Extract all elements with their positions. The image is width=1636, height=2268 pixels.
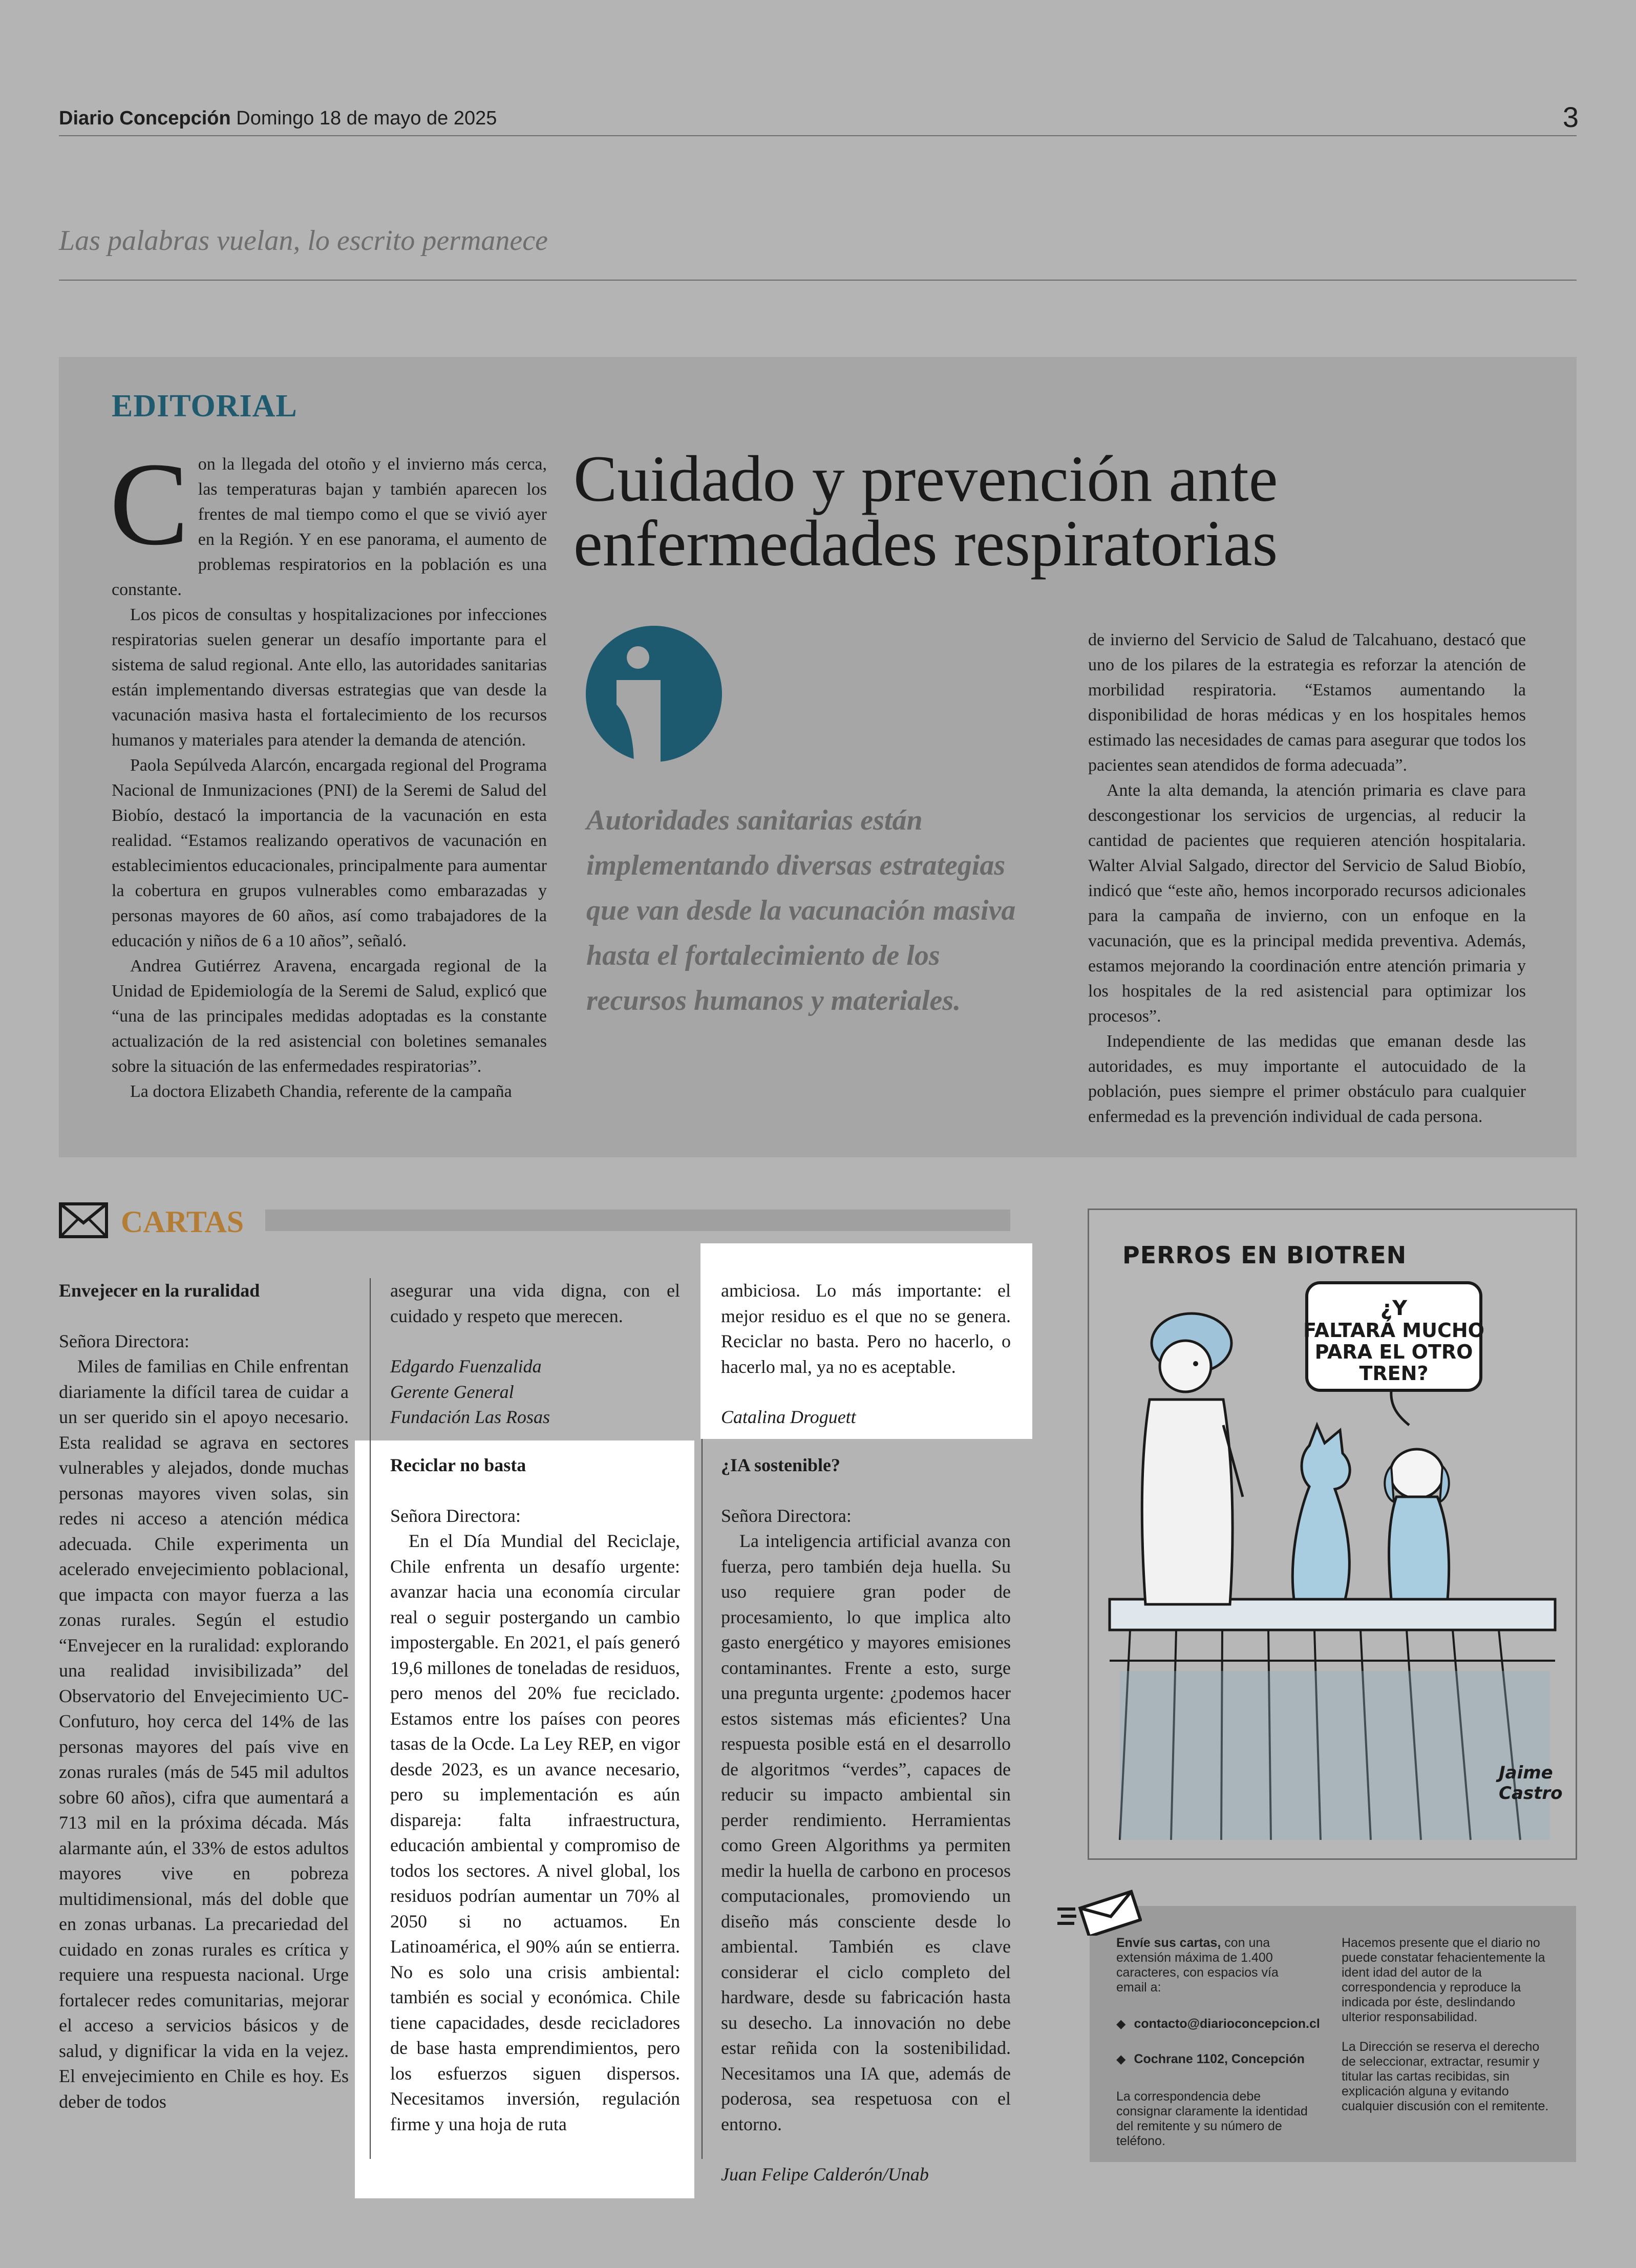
- cartoon-illustration: [1089, 1210, 1576, 1858]
- page-number: 3: [1562, 101, 1579, 133]
- info-right-column: [1342, 1936, 1552, 2114]
- letter-body: ambiciosa. Lo más importante: el mejor residuo es el que no se genera. Reciclar no basta. Pero no hacerlo, o hacerlo mal, ya no es aceptable.: [721, 1280, 1011, 1377]
- letter-salutation: Señora Directora:: [390, 1505, 521, 1526]
- info-disclaimer: Hacemos presente que el diario no puede constatar fehacientemente la ident idad del autor de la correspondencia y reproduce la indicada por éste, deslindando ulterior responsabilidad.: [1342, 1936, 1545, 2024]
- person-figure: [1142, 1313, 1243, 1604]
- letter-reciclar: [390, 1453, 680, 2137]
- info-left-column: [1116, 1936, 1320, 2149]
- editorial-column-1: [110, 438, 547, 1104]
- editorial-paragraph: de invierno del Servicio de Salud de Talcahuano, destacó que uno de los pilares de la estrategia es reforzar la atención de morbilidad respiratoria. “Estamos aumentando la disponibilidad de horas médicas y en los hospitales hemos estimado las necesidades de camas para asegurar que todos los pacientes sean atendidos de forma adecuada”.: [1088, 630, 1526, 775]
- email-address[interactable]: contacto@diarioconcepcion.cl: [1134, 2017, 1320, 2031]
- letter-salutation: Señora Directora:: [59, 1330, 189, 1351]
- diamond-bullet-icon: ◆: [1116, 2017, 1126, 2031]
- info-address: [1116, 2052, 1311, 2067]
- letter-body: La inteligencia artificial avanza con fuerza, pero también deja huella. Su uso requiere gran poder de procesamiento, lo que implica alto gasto energético y mayores emisiones contaminantes. Frente a esto, surge una pregunta urgente: ¿podemos hacer estos sistemas más eficientes? Una respuesta posible está en el desarrollo de algoritmos “verdes”, capaces de reducir su impacto ambiental sin perder rendimiento. Herramientas como Green Algorithms ya permiten medir la huella de carbono en procesos computacionales, promoviendo un diseño más consciente desde lo ambiental. También es clave considerar el ciclo completo del hardware, desde su fabricación hasta su desecho. La innovación no debe estar reñida con la sostenibilidad. Necesitamos una IA que, además de poderosa, sea respetuosa con el entorno.: [721, 1531, 1011, 2134]
- column-divider: [702, 1439, 703, 2159]
- header-rule: [59, 135, 1577, 136]
- info-email[interactable]: [1116, 2017, 1320, 2031]
- editorial-paragraph: on la llegada del otoño y el invierno más cerca, las temperaturas bajan y también aparecen los frentes de mal tiempo como el que se vivió ayer en la Región. Y en ese panorama, el aumento de problemas respiratorios en la población es una constante.: [112, 455, 547, 599]
- info-icon: [585, 623, 723, 765]
- editorial-paragraph: Andrea Gutiérrez Aravena, encargada regional de la Unidad de Epidemiología de la Seremi de Salud, explicó que “una de las principales medidas adoptadas es la constante actualización de la red asistencial con boletines semanales sobre la situación de las enfermedades respiratorias”.: [112, 957, 547, 1076]
- letter-reciclar-continued: [721, 1278, 1011, 1430]
- paper-name: Diario Concepción: [59, 108, 231, 129]
- editorial-paragraph: Paola Sepúlveda Alarcón, encargada regional del Programa Nacional de Inmunizaciones (PNI) de la Seremi de Salud del Biobío, destacó la importancia de la vacunación en esta realidad. “Estamos realizando operativos de vacunación en establecimientos educacionales, principalmente para aumentar la cobertura en grupos vulnerables como embarazadas y personas mayores de 60 años, así como trabajadores de la educación y niños de 6 a 10 años”, señaló.: [112, 756, 547, 950]
- letter-title: Reciclar no basta: [390, 1455, 526, 1475]
- letter-body: En el Día Mundial del Reciclaje, Chile enfrenta un desafío urgente: avanzar hacia una economía circular real o seguir postergando un cambio impostergable. En 2021, el país generó 19,6 millones de toneladas de residuos, pero menos del 20% fue reciclado. Estamos entre los países con peores tasas de la Ocde. La Ley REP, en vigor desde 2023, es un avance necesario, pero su implementación es aún dispareja: falta infraestructura, educación ambiental y compromiso de todos los sectores. A nivel global, los residuos podrían aumentar un 70% al 2050 si no actuamos. En Latinoamérica, el 90% aún se entierra. No es solo una crisis ambiental: también es social y económica. Chile tiene capacidades, desde recicladores de base hasta emprendimientos, pero los esfuerzos siguen dispersos. Necesitamos inversión, regulación firme y una hoja de ruta: [390, 1531, 680, 2134]
- cartas-label: CARTAS: [121, 1205, 244, 1239]
- letter-signature: Gerente General: [390, 1381, 514, 1402]
- editorial-paragraph: La doctora Elizabeth Chandia, referente de la campaña: [130, 1082, 512, 1101]
- letter-signature: Fundación Las Rosas: [390, 1407, 550, 1427]
- postal-address: Cochrane 1102, Concepción: [1134, 2052, 1305, 2066]
- letter-envejecer-continued: [390, 1278, 680, 1430]
- motto-rule: [59, 280, 1577, 281]
- speech-text: ¿Y: [1380, 1297, 1408, 1320]
- cartoon-title: PERROS EN BIOTREN: [1122, 1241, 1407, 1269]
- letter-signature: Edgardo Fuenzalida: [390, 1356, 542, 1376]
- letter-envejecer: [59, 1278, 349, 2114]
- editorial-label: EDITORIAL: [112, 389, 298, 423]
- headline-line-1: Cuidado y prevención ante: [573, 442, 1278, 515]
- speech-text: TREN?: [1359, 1362, 1429, 1385]
- info-rights-note: La Dirección se reserva el derecho de seleccionar, extractar, resumir y titular las cartas recibidas, sin explicación alguna y evitando cualquier discusión con el remitente.: [1342, 2040, 1549, 2113]
- editorial-headline: [573, 442, 1444, 580]
- letter-title: ¿IA sostenible?: [721, 1455, 841, 1475]
- letter-body: asegurar una vida digna, con el cuidado y respeto que merecen.: [390, 1280, 680, 1326]
- dog-talking: [1385, 1449, 1449, 1599]
- drop-cap: C: [110, 438, 189, 570]
- editorial-paragraph: Los picos de consultas y hospitalizaciones por infecciones respiratorias suelen generar un desafío importante para el sistema de salud regional. Ante ello, las autoridades sanitarias están implementando diversas estrategias que van desde la vacunación masiva hasta el fortalecimiento de los recursos humanos y materiales para atender la demanda de atención.: [112, 605, 547, 750]
- letter-signature: Juan Felipe Calderón/Unab: [721, 2164, 929, 2185]
- editorial-column-3: [1088, 627, 1526, 1129]
- artist-signature: Jaime: [1499, 1763, 1553, 1783]
- issue-date: Domingo 18 de mayo de 2025: [236, 108, 497, 129]
- editorial-paragraph: Independiente de las medidas que emanan desde las autoridades, es muy importante el autocuidado de la población, pues siempre el primer obstáculo para cualquier enfermedad es la prevención individual de cada persona.: [1088, 1032, 1526, 1126]
- envelope-icon: [59, 1202, 108, 1238]
- flying-envelope-icon: [1055, 1884, 1142, 1936]
- letter-title: Envejecer en la ruralidad: [59, 1280, 260, 1301]
- artist-signature: Castro: [1499, 1783, 1563, 1804]
- editorial-paragraph: Ante la alta demanda, la atención primaria es clave para descongestionar los servicios de urgencias, al reducir la cantidad de pacientes que requieren atención hospitalaria. Walter Alvial Salgado, director del Servicio de Salud Biobío, indicó que “este año, hemos incorporado recursos adicionales para la campaña de invierno, con un enfoque en la vacunación, que es la principal medida preventiva. Además, estamos mejorando la coordinación entre atención primaria y los hospitales de la red asistencial para optimizar los procesos”.: [1088, 781, 1526, 1026]
- letter-salutation: Señora Directora:: [721, 1505, 852, 1526]
- info-send-text: Envíe sus cartas, con una extensión máxima de 1.400 caracteres, con espacios vía email a:: [1116, 1936, 1279, 1995]
- cartas-bar: [265, 1210, 1010, 1231]
- dog-sitting: [1292, 1425, 1350, 1599]
- diamond-bullet-icon: ◆: [1116, 2052, 1126, 2066]
- speech-text: PARA EL OTRO: [1314, 1341, 1473, 1363]
- info-identity-note: La correspondencia debe consignar claramente la identidad del remitente y su número de teléfono.: [1116, 2089, 1308, 2148]
- letter-body: Miles de familias en Chile enfrentan diariamente la difícil tarea de cuidar a un ser querido sin el apoyo necesario. Esta realidad se agrava en sectores vulnerables y alejados, donde muchas personas mayores viven solas, sin redes ni acceso a atención médica adecuada. Chile experimenta un acelerado envejecimiento poblacional, que impacta con mayor fuerza a las zonas rurales. Según el estudio “Envejecer en la ruralidad: explorando una realidad invisibilizada” del Observatorio del Envejecimiento UC-Confuturo, hoy cerca del 14% de las personas mayores del país vive en zonas rurales (más de 545 mil adultos sobre 60 años), cifra que aumentará a 713 mil en la próxima década. Más alarmante aún, el 33% de estos adultos mayores vive en pobreza multidimensional, más del doble que en zonas urbanas. La precariedad del cuidado en zonas rurales es crítica y requiere una respuesta nacional. Urge fortalecer redes comunitarias, mejorar el acceso a servicios básicos y de salud, y dignificar la vida en la vejez. El envejecimiento en Chile es hoy. Es deber de todos: [59, 1356, 349, 2112]
- section-motto: Las palabras vuelan, lo escrito permanece: [59, 225, 548, 257]
- headline-line-2: enfermedades respiratorias: [573, 507, 1278, 580]
- speech-text: FALTARÁ MUCHO: [1303, 1319, 1484, 1342]
- column-divider: [370, 1278, 371, 2159]
- masthead: [59, 108, 497, 130]
- letter-ia-sostenible: [721, 1453, 1011, 2188]
- letter-signature: Catalina Droguett: [721, 1407, 856, 1427]
- editorial-pullquote: Autoridades sanitarias están implementando diversas estrategias que van desde la vacunación masiva hasta el fortalecimiento de los recursos humanos y materiales.: [586, 804, 1016, 1016]
